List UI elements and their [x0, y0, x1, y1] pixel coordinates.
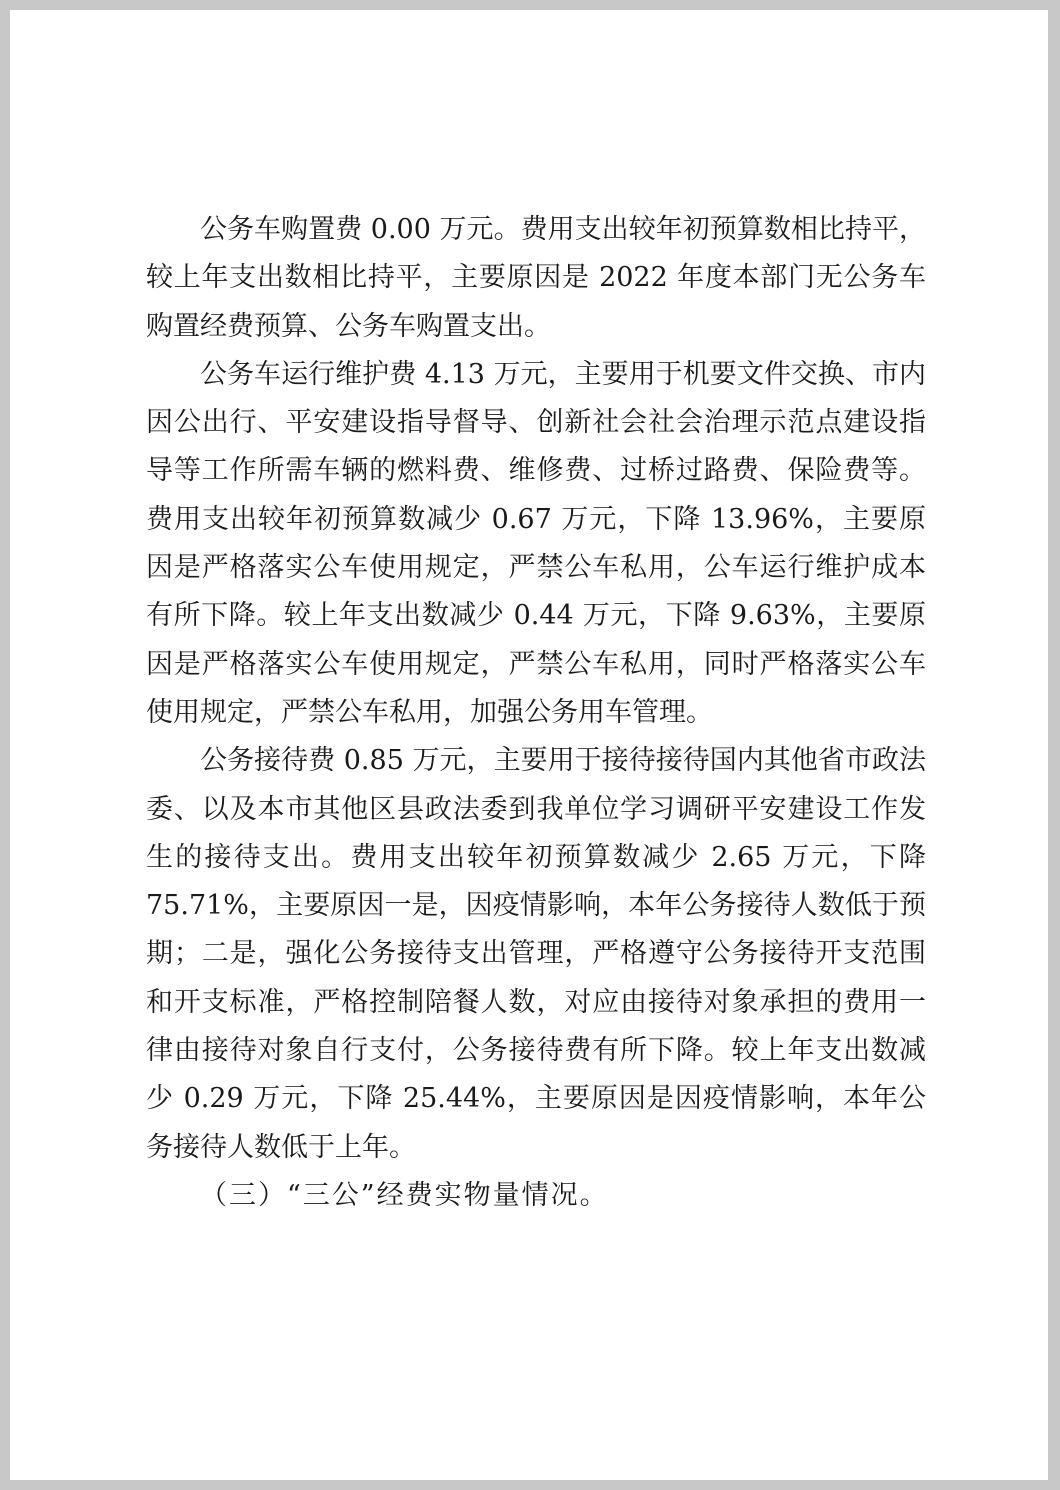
paragraph-reception: 公务接待费 0.85 万元，主要用于接待接待国内其他省市政法委、以及本市其他区县政法委到我单位学习调研平安建设工作发生的接待支出。费用支出较年初预算数减少 2.65 万元，下降 75.71%，主要原因一是，因疫情影响，本年公务接待人数低于预期；二是，强化公务接待支出管理，严格遵守公务接待开支范围和开支标准，严格控制陪餐人数，对应由接待对象承担的费用一律由接待对象自行支付，公务接待费有所下降。较上年支出数减少 0.29 万元，下降 25.44%，主要原因是因疫情影响，本年公务接待人数低于上年。 — [146, 745, 926, 1163]
paragraph-vehicle-purchase: 公务车购置费 0.00 万元。费用支出较年初预算数相比持平，较上年支出数相比持平，主要原因是 2022 年度本部门无公务车购置经费预算、公务车购置支出。 — [146, 214, 926, 342]
document-page — [10, 10, 1048, 1480]
section-heading: （三）“三公”经费实物量情况。 — [200, 1179, 609, 1211]
paragraph-vehicle-maintenance: 公务车运行维护费 4.13 万元，主要用于机要文件交换、市内因公出行、平安建设指导督导、创新社会社会治理示范点建设指导等工作所需车辆的燃料费、维修费、过桥过路费、保险费等。费用支出较年初预算数减少 0.67 万元，下降 13.96%，主要原因是严格落实公车使用规定，严禁公车私用，公车运行维护成本有所下降。较上年支出数减少 0.44 万元，下降 9.63%，主要原因是严格落实公车使用规定，严禁公车私用，同时严格落实公车使用规定，严禁公车私用，加强公务用车管理。 — [146, 358, 926, 728]
document-body — [146, 206, 926, 1220]
